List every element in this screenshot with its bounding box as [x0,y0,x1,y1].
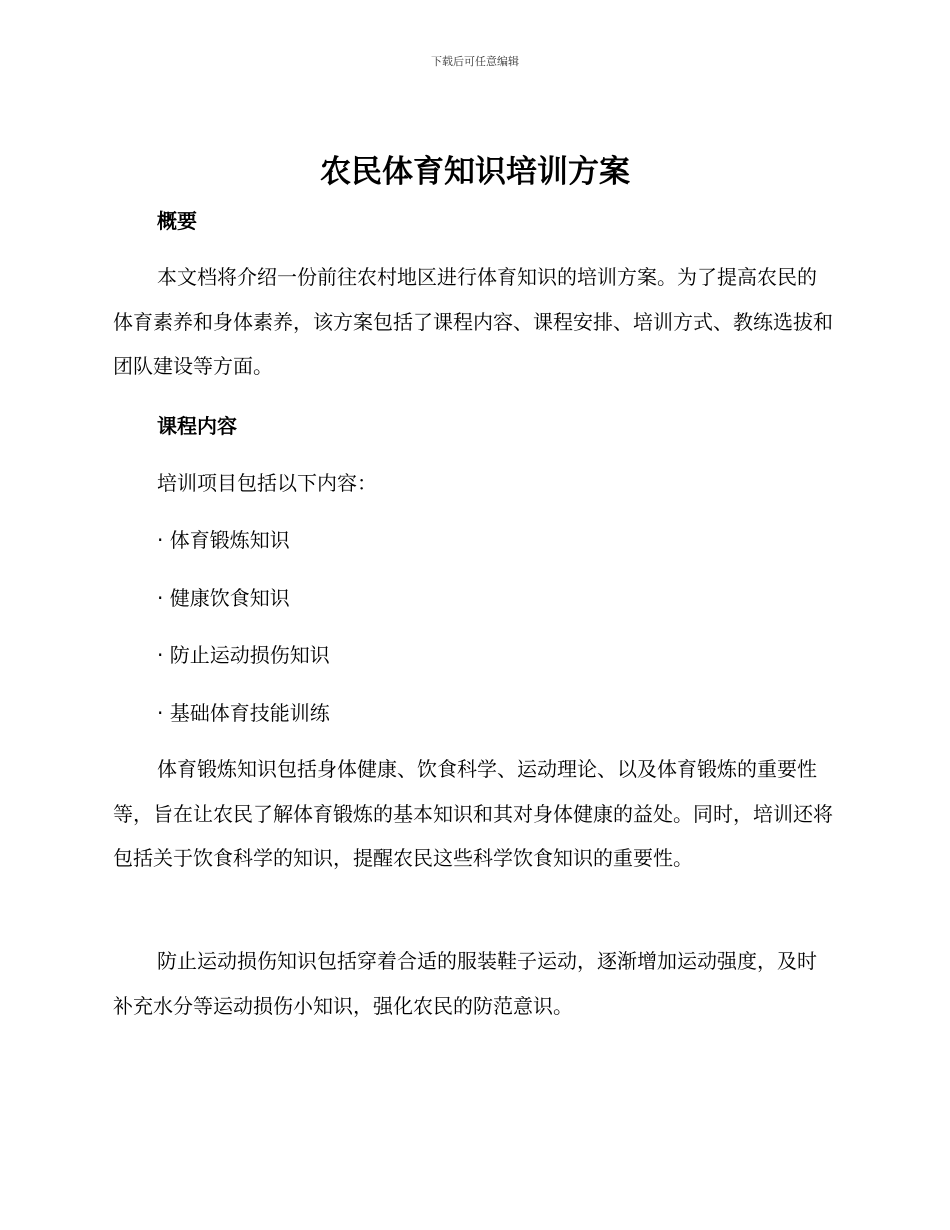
list-item-4: · 基础体育技能训练 [157,701,330,725]
course-paragraph-2: 防止运动损伤知识包括穿着合适的服装鞋子运动，逐渐增加运动强度，及时补充水分等运动损伤小知识，强化农民的防范意识。 [113,949,817,1018]
header-note: 下载后可任意编辑 [431,55,519,68]
list-item-1: · 体育锻炼知识 [157,528,290,552]
course-intro: 培训项目包括以下内容： [157,471,377,495]
page-title: 农民体育知识培训方案 [320,154,630,190]
list-item-2: · 健康饮食知识 [157,586,290,610]
overview-paragraph: 本文档将介绍一份前往农村地区进行体育知识的培训方案。为了提高农民的体育素养和身体素养，该方案包括了课程内容、课程安排、培训方式、教练选拔和团队建设等方面。 [113,265,833,378]
section-heading-course-content: 课程内容 [157,414,237,438]
list-item-3: · 防止运动损伤知识 [157,643,330,667]
course-paragraph-1: 体育锻炼知识包括身体健康、饮食科学、运动理论、以及体育锻炼的重要性等，旨在让农民了解体育锻炼的基本知识和其对身体健康的益处。同时，培训还将包括关于饮食科学的知识，提醒农民这些科学饮食知识的重要性。 [113,757,833,870]
section-heading-overview: 概要 [157,209,197,233]
